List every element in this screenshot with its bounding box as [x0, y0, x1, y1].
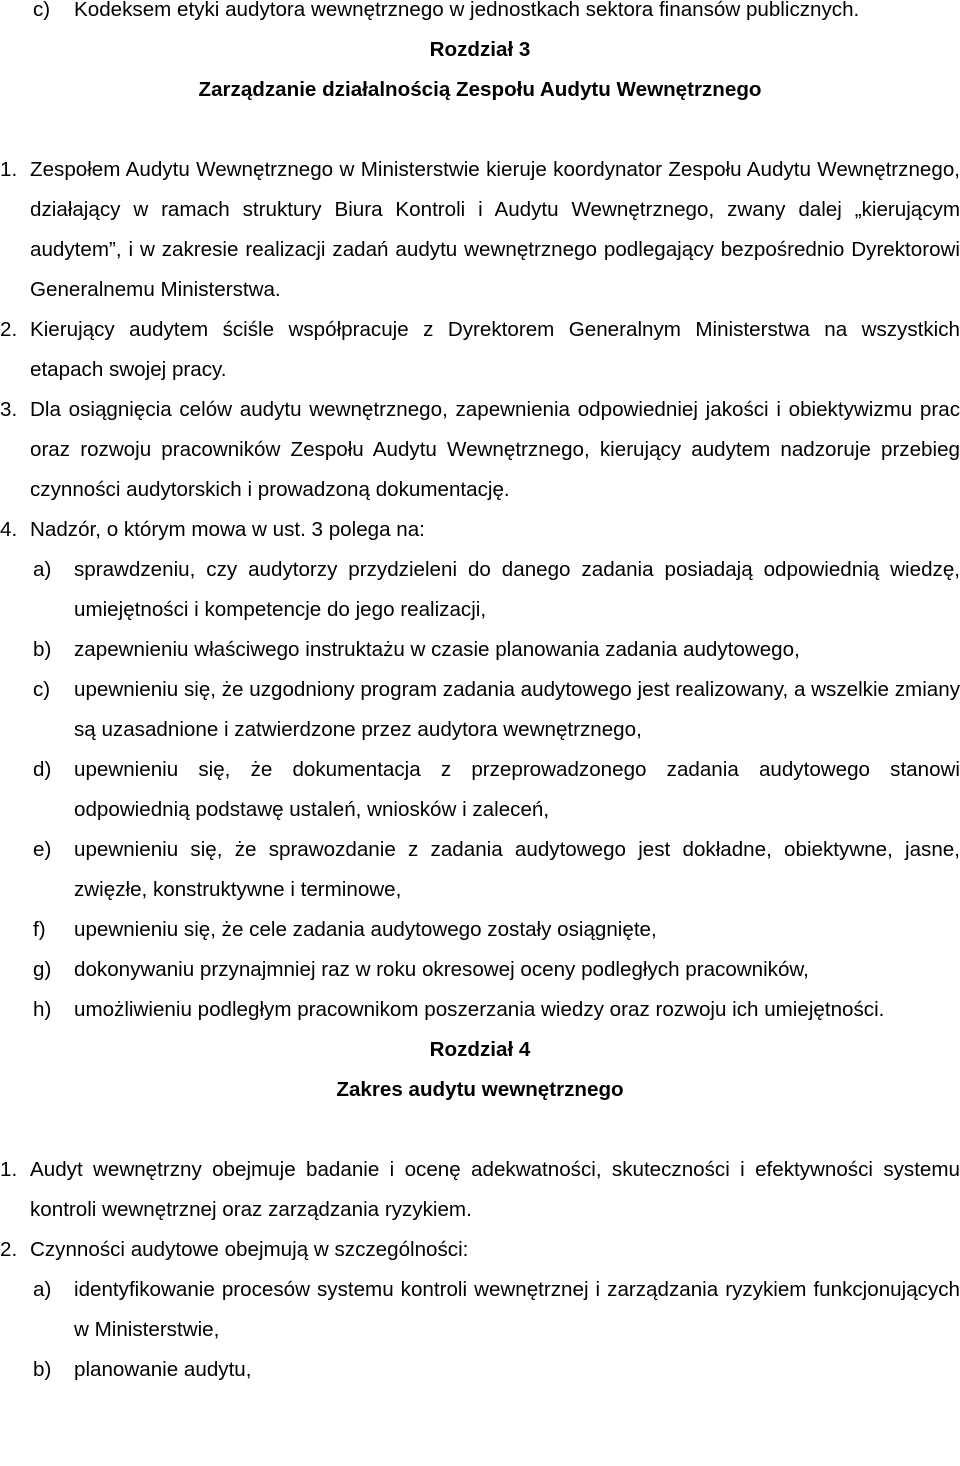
list-marker: f)	[33, 918, 46, 941]
paragraph-number: 2.	[0, 1238, 18, 1261]
paragraph-text: Audyt wewnętrzny obejmuje badanie i ocenę adekwatności, skuteczności i efektywności systemu kontroli wewnętrznej oraz zarządzania ryzykiem.	[30, 1158, 960, 1221]
list-marker: e)	[33, 838, 52, 861]
list-marker: d)	[33, 758, 52, 781]
list-item-b	[0, 630, 960, 670]
paragraph-2	[0, 310, 960, 390]
paragraph-number: 4.	[0, 518, 18, 541]
paragraph-2	[0, 1230, 960, 1270]
paragraph-text: Czynności audytowe obejmują w szczególności:	[30, 1238, 469, 1261]
spacer	[0, 1110, 960, 1150]
list-item-text: upewnieniu się, że dokumentacja z przeprowadzonego zadania audytowego stanowi odpowiednią podstawę ustaleń, wniosków i zaleceń,	[74, 758, 960, 821]
paragraph-text: Kierujący audytem ściśle współpracuje z Dyrektorem Generalnym Ministerstwa na wszystkich etapach swojej pracy.	[30, 318, 960, 381]
list-item-text: upewnieniu się, że uzgodniony program zadania audytowego jest realizowany, a wszelkie zmiany są uzasadnione i zatwierdzone przez audytora wewnętrznego,	[74, 678, 960, 741]
paragraph-number: 3.	[0, 398, 18, 421]
list-item-text: upewnieniu się, że sprawozdanie z zadania audytowego jest dokładne, obiektywne, jasne, zwięzłe, konstruktywne i terminowe,	[74, 838, 960, 901]
chapter-4-title: Zakres audytu wewnętrznego	[336, 1078, 624, 1101]
paragraph-text: Dla osiągnięcia celów audytu wewnętrznego, zapewnienia odpowiedniej jakości i obiektywizmu prac oraz rozwoju pracowników Zespołu Audytu Wewnętrznego, kierujący audytem nadzoruje przebieg czynności audytorskich i prowadzoną dokumentację.	[30, 398, 960, 501]
list-item-text: sprawdzeniu, czy audytorzy przydzieleni do danego zadania posiadają odpowiednią wiedzę, umiejętności i kompetencje do jego realizacji,	[74, 558, 960, 621]
list-marker: g)	[33, 958, 52, 981]
list-marker: c)	[33, 0, 51, 21]
paragraph-text: Zespołem Audytu Wewnętrznego w Ministerstwie kieruje koordynator Zespołu Audytu Wewnętrznego, działający w ramach struktury Biura Kontroli i Audytu Wewnętrznego, zwany dalej „kierującym audytem”, i w zakresie realizacji zadań audytu wewnętrznego podlegający bezpośrednio Dyrektorowi Generalnemu Ministerstwa.	[30, 158, 960, 301]
list-marker: h)	[33, 998, 52, 1021]
list-item-a	[0, 1270, 960, 1350]
list-item-text: planowanie audytu,	[74, 1358, 252, 1381]
list-item-b	[0, 1350, 960, 1390]
list-marker: c)	[33, 678, 51, 701]
paragraph-3	[0, 390, 960, 510]
paragraph-text: Nadzór, o którym mowa w ust. 3 polega na:	[30, 518, 425, 541]
list-item-h	[0, 990, 960, 1030]
list-item-e	[0, 830, 960, 910]
list-marker: b)	[33, 1358, 52, 1381]
list-item-text: umożliwieniu podległym pracownikom poszerzania wiedzy oraz rozwoju ich umiejętności.	[74, 998, 885, 1021]
list-item-text: identyfikowanie procesów systemu kontroli wewnętrznej i zarządzania ryzykiem funkcjonujących w Ministerstwie,	[74, 1278, 960, 1341]
list-item-text: dokonywaniu przynajmniej raz w roku okresowej oceny podległych pracowników,	[74, 958, 809, 981]
list-marker: a)	[33, 1278, 52, 1301]
spacer	[0, 110, 960, 150]
list-item-c	[0, 670, 960, 750]
paragraph-number: 2.	[0, 318, 18, 341]
list-item-text: zapewnieniu właściwego instruktażu w czasie planowania zadania audytowego,	[74, 638, 800, 661]
list-marker: a)	[33, 558, 52, 581]
list-item-f	[0, 910, 960, 950]
paragraph-1	[0, 150, 960, 310]
list-item-text: Kodeksem etyki audytora wewnętrznego w jednostkach sektora finansów publicznych.	[74, 0, 860, 21]
list-marker: b)	[33, 638, 52, 661]
list-item-c-kodeks	[0, 0, 960, 30]
list-item-a	[0, 550, 960, 630]
paragraph-number: 1.	[0, 1158, 18, 1181]
chapter-3-title: Zarządzanie działalnością Zespołu Audytu Wewnętrznego	[198, 78, 762, 101]
list-item-g	[0, 950, 960, 990]
paragraph-4	[0, 510, 960, 550]
chapter-3-heading: Rozdział 3	[429, 38, 531, 61]
list-item-d	[0, 750, 960, 830]
paragraph-1	[0, 1150, 960, 1230]
list-item-text: upewnieniu się, że cele zadania audytowego zostały osiągnięte,	[74, 918, 657, 941]
chapter-4-heading: Rozdział 4	[429, 1038, 531, 1061]
paragraph-number: 1.	[0, 158, 18, 181]
